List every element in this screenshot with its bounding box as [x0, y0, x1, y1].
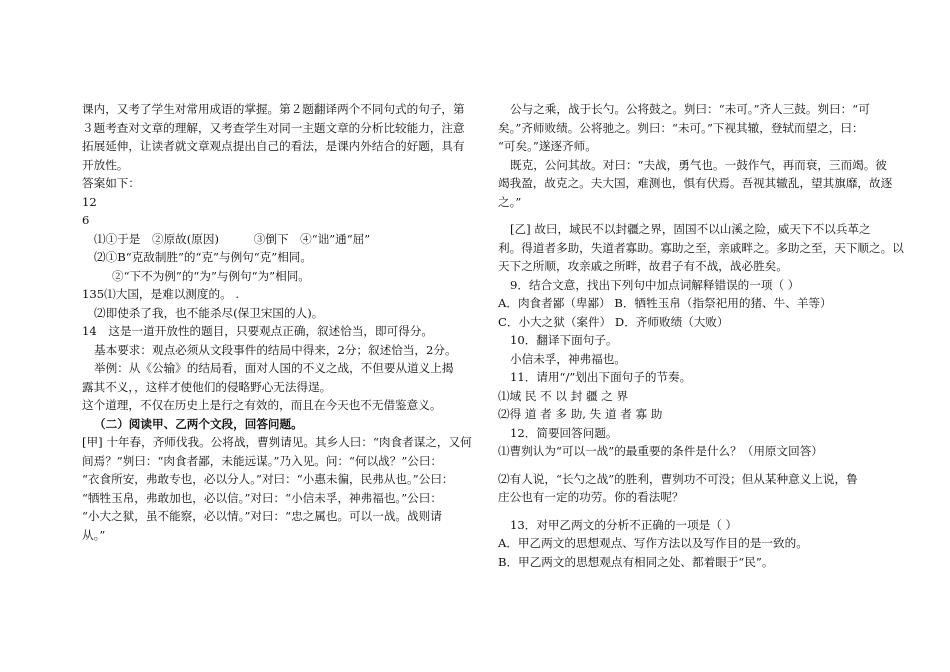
- text-line: 既克，公问其故。对曰：“夫战，勇气也。一鼓作气，再而衰，三而竭。彼: [510, 157, 887, 172]
- text-line: 天下之所顺，攻亲戚之所畔，故君子有不战，战必胜矣。: [498, 259, 788, 273]
- spacer: [498, 211, 882, 220]
- question-12: 12．简要回答问题。: [510, 425, 618, 440]
- option-line: C．小大之狱（案件） D．齐师败绩（大败）: [498, 314, 729, 329]
- left-column: [82, 100, 472, 544]
- question-9: 9．结合文意，找出下列句中加点词解释错误的一项（ ）: [510, 277, 800, 292]
- text-line: [甲] 十年春，齐师伐我。公将战，曹刿请见。其乡人曰：“肉食者谋之，又何: [82, 435, 472, 449]
- answer-space: [498, 461, 882, 470]
- text-line: 露其不义，，这样才使他们的侵略野心无法得逞。: [82, 379, 332, 394]
- text-line: 矣。”齐师败绩。公将驰之。刿曰：“未可。”下视其辙，登轼而望之，曰：: [498, 120, 864, 135]
- text-line: 拓展延伸，让读者就文章观点提出自己的看法，是课内外结合的好题，具有: [82, 139, 465, 153]
- text-line: ⑴域 民 不 以 封 疆 之 界: [498, 388, 629, 403]
- text-line: 竭我盈，故克之。夫大国，难测也，惧有伏焉。吾视其辙乱，望其旗靡，故逐: [498, 176, 893, 190]
- text-line: 135⑴大国，是难以测度的。 .: [82, 287, 240, 301]
- text-line: “小大之狱，虽不能察，必以情。”对曰：“忠之属也。可以一战。战则请: [82, 509, 442, 523]
- text-line: 间焉？”刿曰：“肉食者鄙，未能远谋。”乃入见。问：“何以战？”公曰：: [82, 453, 443, 468]
- answer-number: 12: [82, 194, 97, 209]
- text-line: “可矣。”遂逐齐师。: [498, 139, 597, 153]
- text-line: 公与之乘，战于长勺。公将鼓之。刿曰：“未可。”齐人三鼓。刿曰：“可: [510, 102, 870, 116]
- question-13: 13．对甲乙两文的分析不正确的一项是（ ）: [510, 517, 738, 532]
- text-line: ②“下不为例”的“为”与例句“为”相同。: [112, 268, 310, 283]
- text-line: [乙] 故曰，域民不以封疆之界，固国不以山溪之险，威天下不以兵革之: [510, 222, 871, 236]
- text-line: 课内，又考了学生对常用成语的掌握。第２题翻译两个不同句式的句子，第: [82, 102, 465, 116]
- answer-number: 6: [82, 213, 90, 227]
- text-line: “牺牲玉帛，弗敢加也，必以信。”对曰：“小信未孚，神弗福也。”公曰：: [82, 490, 442, 505]
- answer-space: [498, 507, 882, 516]
- text-line: 利。得道者多助，失道者寡助。寡助之至，亲戚畔之。多助之至，天下顺之。以: [498, 240, 904, 255]
- text-line: 开放性。: [82, 157, 129, 172]
- text-line: ⑵即使杀了我，也不能杀尽(保卫宋国的人)。: [94, 305, 324, 320]
- option-line: A．肉食者鄙（卑鄙） B．牺牲玉帛（指祭祀用的猪、牛、羊等）: [498, 296, 832, 310]
- text-line: 举例：从《公输》的结局看，面对人国的不义之战，不但要从道义上揭: [94, 361, 454, 375]
- answers-heading: 答案如下：: [82, 176, 140, 190]
- text-line: ⑴①于是 ②原故(原因) ③倒下 ④“诎”通“屈”: [94, 231, 371, 246]
- text-line: 这个道理，不仅在历史上是行之有效的，而且在今天也不无借鉴意义。: [82, 398, 442, 412]
- text-line: 14 这是一道开放性的题目，只要观点正确，叙述恰当，即可得分。: [82, 324, 433, 338]
- text-line: “衣食所安，弗敢专也，必以分人。”对曰：“小惠未徧，民弗从也。”公曰：: [82, 472, 454, 486]
- text-line: ⑵①B“克敌制胜”的“克”与例句“克”相同。: [94, 250, 312, 264]
- question-10: 10．翻译下面句子。: [510, 333, 618, 347]
- text-line: 小信未孚，神弗福也。: [510, 351, 626, 366]
- text-line: ⑴曹刿认为“可以一战”的最重要的条件是什么？（用原文回答）: [498, 444, 823, 458]
- right-column: [498, 100, 904, 571]
- text-line: ３题考查对文章的理解，又考查学生对同一主题文章的分析比较能力，注意: [82, 120, 465, 135]
- text-line: 基本要求：观点必须从文段事件的结局中得来，2分；叙述恰当，2分。: [94, 342, 457, 357]
- text-line: 从。”: [82, 527, 106, 542]
- text-line: ⑵得 道 者 多 助, 失 道 者 寡 助: [498, 407, 663, 421]
- section-heading: （二）阅读甲、乙两个文段，回答问题。: [94, 416, 303, 431]
- text-line: 之。”: [498, 194, 522, 209]
- text-line: 庄公也有一定的功劳。你的看法呢？: [498, 490, 684, 504]
- question-11: 11．请用“/”划出下面句子的节奏。: [510, 370, 692, 384]
- option-line: B．甲乙两文的思想观点有相同之处、都着眼于“民”。: [498, 554, 774, 569]
- option-line: A．甲乙两文的思想观点、写作方法以及写作目的是一致的。: [498, 536, 808, 550]
- text-line: ⑵有人说，“长勺之战”的胜利，曹刿功不可没；但从某种意义上说，鲁: [498, 471, 858, 486]
